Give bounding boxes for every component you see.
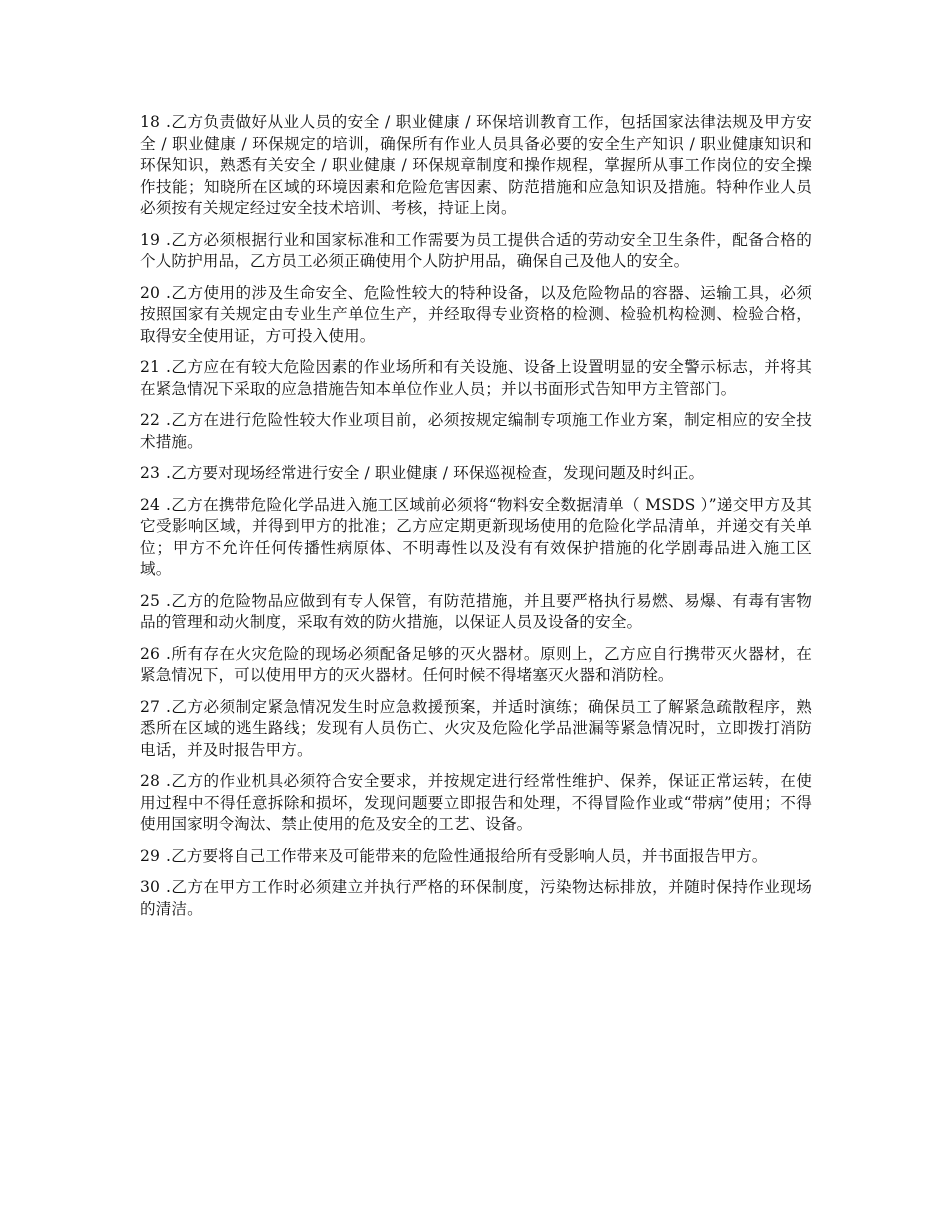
clause-29 <box>140 846 812 868</box>
clause-number: 26 <box>140 644 161 663</box>
clause-number: 23 <box>140 464 161 482</box>
clause-text: .乙方要将自己工作带来及可能带来的危险性通报给所有受影响人员，并书面报告甲方。 <box>166 846 768 865</box>
clause-number: 24 <box>140 495 161 514</box>
clause-27 <box>140 697 812 762</box>
clause-text: .乙方必须制定紧急情况发生时应急救援预案，并适时演练；确保员工了解紧急疏散程序，熟悉所在区域的逃生路线；发现有人员伤亡、火灾及危险化学品泄漏等紧急情况时，立即拨打消防电话，并及时报告甲方。 <box>140 697 812 759</box>
clause-text: .所有存在火灾危险的现场必须配备足够的灭火器材。原则上，乙方应自行携带灭火器材，在紧急情况下，可以使用甲方的灭火器材。任何时候不得堵塞灭火器和消防栓。 <box>140 644 812 684</box>
clause-number: 27 <box>140 697 161 716</box>
document-page <box>140 112 812 930</box>
clause-24 <box>140 495 812 581</box>
clause-text: .乙方在进行危险性较大作业项目前，必须按规定编制专项施工作业方案，制定相应的安全技术措施。 <box>140 411 812 451</box>
clause-number: 20 <box>140 283 161 302</box>
clause-number: 30 <box>140 878 161 896</box>
clause-text: .乙方要对现场经常进行安全 / 职业健康 / 环保巡视检查，发现问题及时纠正。 <box>166 464 705 482</box>
clause-number: 19 <box>140 230 161 249</box>
clause-number: 25 <box>140 591 161 610</box>
clause-number: 22 <box>140 411 161 429</box>
clause-20 <box>140 283 812 348</box>
clause-text: .乙方负责做好从业人员的安全 / 职业健康 / 环保培训教育工作，包括国家法律法规及甲方安全 / 职业健康 / 环保规定的培训，确保所有作业人员具备必要的安全生产知识 / 职业健康知识和环保知识，熟悉有关安全 / 职业健康 / 环保规章制度和操作规程，掌握所从事工作岗位的安全操作技能；知晓所在区域的环境因素和危险危害因素、防范措施和应急知识及措施。特种作业人员必须按有关规定经过安全技术培训、考核，持证上岗。 <box>140 113 812 217</box>
clause-text: .乙方必须根据行业和国家标准和工作需要为员工提供合适的劳动安全卫生条件，配备合格的个人防护用品，乙方员工必须正确使用个人防护用品，确保自己及他人的安全。 <box>140 230 812 270</box>
clause-25 <box>140 591 812 634</box>
clause-23 <box>140 463 812 485</box>
clause-26 <box>140 644 812 687</box>
clause-text: .乙方在甲方工作时必须建立并执行严格的环保制度，污染物达标排放，并随时保持作业现场的清洁。 <box>140 878 812 918</box>
clause-number: 29 <box>140 846 161 865</box>
clause-19 <box>140 230 812 273</box>
clause-21 <box>140 357 812 400</box>
clause-18 <box>140 112 812 220</box>
clause-30 <box>140 877 812 920</box>
clause-number: 18 <box>140 113 161 131</box>
clause-text: .乙方应在有较大危险因素的作业场所和有关设施、设备上设置明显的安全警示标志，并将其在紧急情况下采取的应急措施告知本单位作业人员；并以书面形式告知甲方主管部门。 <box>140 358 812 398</box>
clause-22 <box>140 410 812 453</box>
clause-text: .乙方的危险物品应做到有专人保管，有防范措施，并且要严格执行易燃、易爆、有毒有害物品的管理和动火制度，采取有效的防火措施，以保证人员及设备的安全。 <box>140 591 812 631</box>
clause-text: .乙方的作业机具必须符合安全要求，并按规定进行经常性维护、保养，保证正常运转，在使用过程中不得任意拆除和损坏，发现问题要立即报告和处理，不得冒险作业或“带病”使用；不得使用国家明令淘汰、禁止使用的危及安全的工艺、设备。 <box>140 772 812 833</box>
clause-28 <box>140 771 812 836</box>
clause-text: .乙方使用的涉及生命安全、危险性较大的特种设备，以及危险物品的容器、运输工具，必须按照国家有关规定由专业生产单位生产，并经取得专业资格的检测、检验机构检测、检验合格，取得安全使用证，方可投入使用。 <box>140 283 812 345</box>
clause-number: 28 <box>140 772 161 790</box>
clause-text: .乙方在携带危险化学品进入施工区域前必须将“物料安全数据清单（ MSDS ）”递交甲方及其它受影响区域，并得到甲方的批准；乙方应定期更新现场使用的危险化学品清单，并递交有关单位；甲方不允许任何传播性病原体、不明毒性以及没有有效保护措施的化学剧毒品进入施工区域。 <box>140 495 812 578</box>
clause-number: 21 <box>140 358 161 376</box>
